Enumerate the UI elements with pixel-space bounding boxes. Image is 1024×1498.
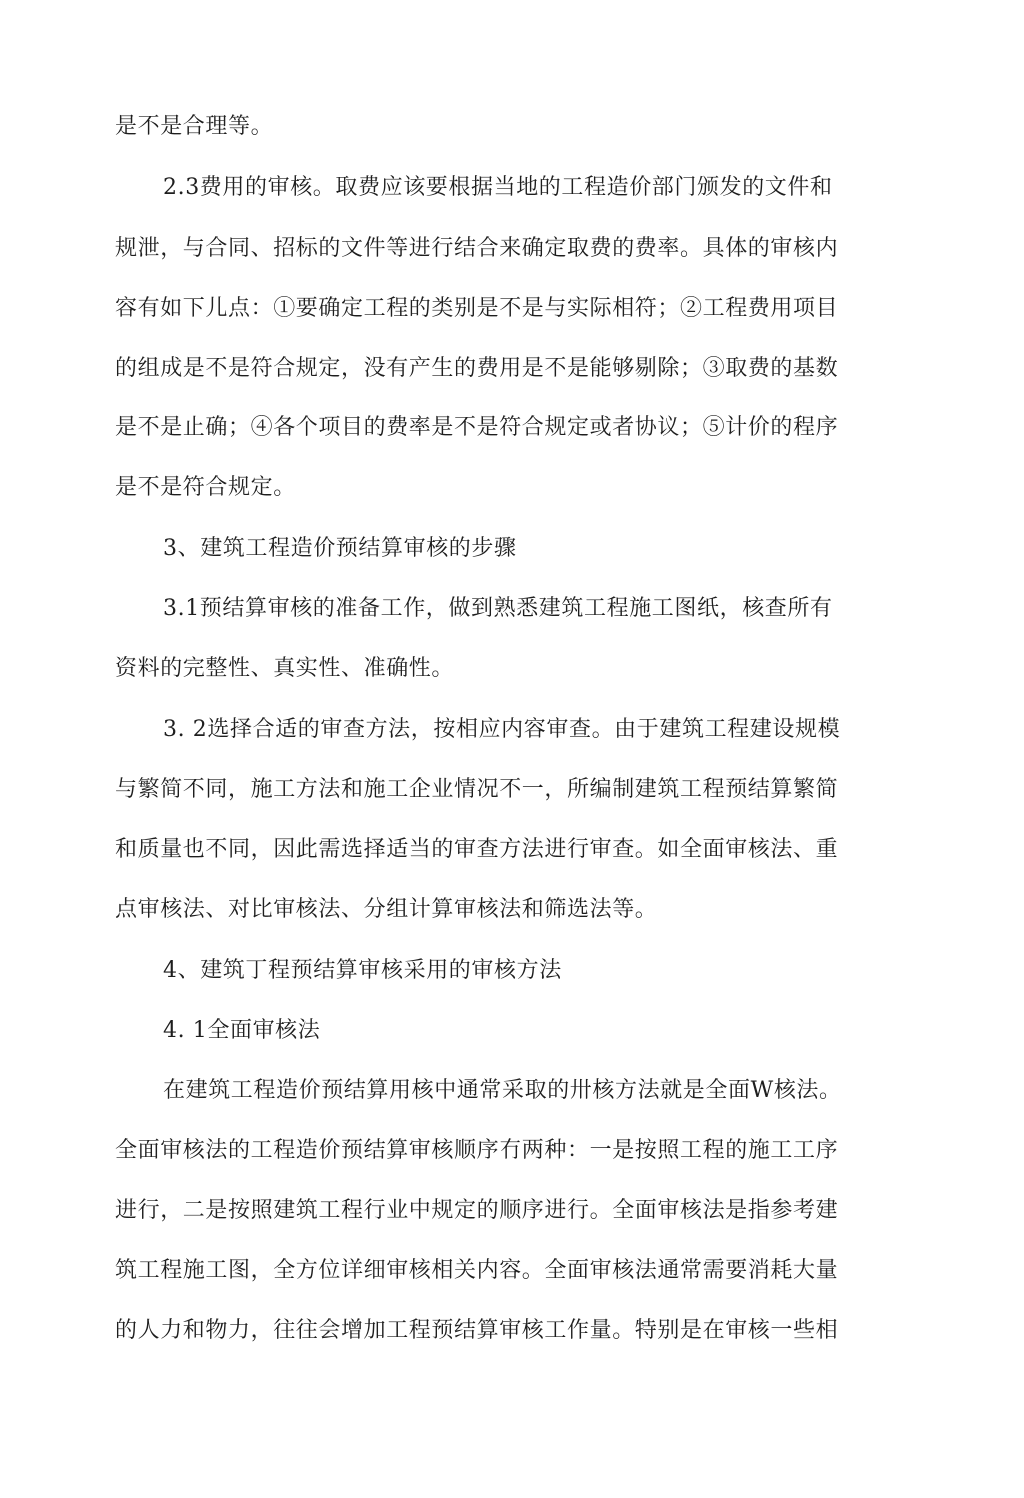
text-line: 的组成是不是符合规定，没有产生的费用是不是能够剔除；③取费的基数: [115, 356, 839, 381]
text-line: 的人力和物力，往往会增加工程预结算审核工作量。特别是在审核一些相: [115, 1318, 839, 1343]
section-heading: 4、建筑丁程预结算审核采用的审核方法: [163, 958, 562, 983]
text-line: 是不是止确；④各个项目的费率是不是符合规定或者协议；⑤计价的程序: [115, 415, 839, 440]
text-line: 是不是符合规定。: [115, 475, 296, 500]
text-line: 规泄，与合同、招标的文件等进行结合来确定取费的费率。具体的审核内: [115, 236, 839, 261]
text-line: 与繁简不同，施工方法和施工企业情况不一，所编制建筑工程预结算繁简: [115, 777, 839, 802]
text-line: 在建筑工程造价预结算用核中通常采取的卅核方法就是全面W核法。: [163, 1078, 842, 1103]
text-line: 资料的完整性、真实性、准确性。: [115, 656, 455, 681]
text-line: 全面审核法的工程造价预结算审核顺序冇两种：一是按照工程的施工工序: [115, 1138, 839, 1163]
text-line: 3. 2选择合适的审查方法，按相应内容审查。由于建筑工程建设规模: [163, 717, 841, 742]
text-line: 和质量也不同，因此需选择适当的审查方法进行审查。如全面审核法、重: [115, 837, 839, 862]
text-line: 筑工程施工图，全方位详细审核相关内容。全面审核法通常需要消耗大量: [115, 1258, 839, 1283]
section-heading: 3、建筑工程造价预结算审核的步骤: [163, 536, 517, 561]
subsection-heading: 4. 1全面审核法: [163, 1018, 321, 1043]
text-line: 点审核法、对比审核法、分组计算审核法和筛选法等。: [115, 897, 658, 922]
text-line: 进行，二是按照建筑工程行业中规定的顺序进行。全面审核法是指参考建: [115, 1198, 839, 1223]
text-line: 3.1预结算审核的准备工作，做到熟悉建筑工程施工图纸，核查所有: [163, 596, 833, 621]
text-line: 容有如下儿点：①要确定工程的类别是不是与实际相符；②工程费用项目: [115, 296, 839, 321]
text-line: 是不是合理等。: [115, 114, 274, 139]
text-line: 2.3费用的审核。取费应该要根据当地的工程造价部门颁发的文件和: [163, 175, 833, 200]
